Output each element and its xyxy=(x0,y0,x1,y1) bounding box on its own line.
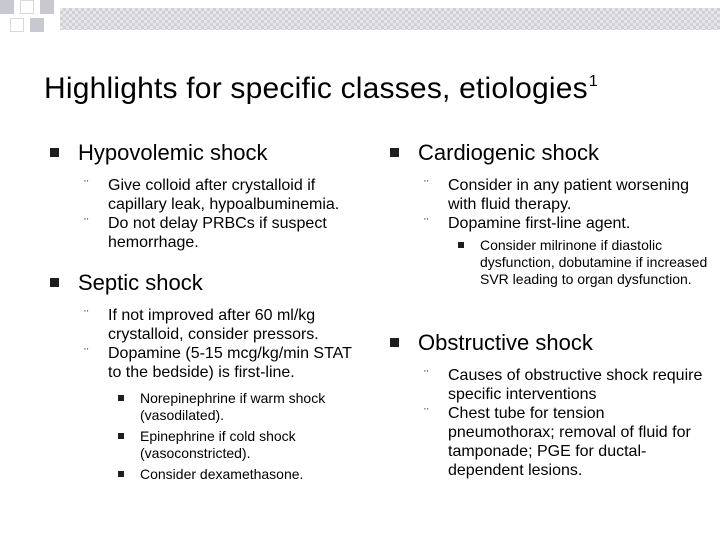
corner-square-2 xyxy=(20,0,34,14)
small-square-bullet-icon xyxy=(458,242,464,248)
hollow-square-bullet-icon: ¨ xyxy=(84,307,89,323)
hollow-square-bullet-icon: ¨ xyxy=(84,177,89,193)
sub-bullet xyxy=(48,306,368,344)
bullet-cardiogenic xyxy=(388,140,708,166)
third-level-bullet xyxy=(48,428,368,462)
sub-bullet xyxy=(48,344,368,382)
third-level-text: Consider dexamethasone. xyxy=(140,466,304,482)
small-square-bullet-icon xyxy=(118,395,124,401)
third-level-bullet xyxy=(48,390,368,424)
square-bullet-icon xyxy=(390,338,399,347)
decorative-top-band xyxy=(0,0,720,36)
sub-bullet xyxy=(388,404,708,480)
slide-title-text: Highlights for specific classes, etiologies xyxy=(44,72,588,105)
hollow-square-bullet-icon: ¨ xyxy=(424,405,429,421)
square-bullet-icon xyxy=(390,148,399,157)
sub-bullet xyxy=(388,176,708,214)
corner-square-5 xyxy=(30,18,44,32)
bullet-obstructive xyxy=(388,330,708,356)
sub-bullet-text: Give colloid after crystalloid if capillary leak, hypoalbuminemia. xyxy=(108,177,340,213)
sub-bullet-text: Dopamine first-line agent. xyxy=(448,215,631,232)
small-square-bullet-icon xyxy=(118,471,124,477)
sub-bullet xyxy=(48,214,368,252)
hollow-square-bullet-icon: ¨ xyxy=(424,367,429,383)
corner-square-1 xyxy=(0,0,14,14)
third-level-bullet xyxy=(388,237,708,288)
heading-septic: Septic shock xyxy=(78,270,203,295)
sub-bullet xyxy=(388,366,708,404)
right-column xyxy=(388,140,708,480)
hollow-square-bullet-icon: ¨ xyxy=(84,215,89,231)
left-column xyxy=(48,140,368,483)
square-bullet-icon xyxy=(50,278,59,287)
sub-bullet xyxy=(388,214,708,233)
third-level-bullet xyxy=(48,466,368,483)
sub-bullet xyxy=(48,176,368,214)
third-level-text: Epinephrine if cold shock (vasoconstricted). xyxy=(140,428,296,461)
hollow-square-bullet-icon: ¨ xyxy=(424,215,429,231)
checkered-bar xyxy=(60,8,720,30)
sub-bullet-text: Consider in any patient worsening with fluid therapy. xyxy=(448,177,690,213)
hollow-square-bullet-icon: ¨ xyxy=(84,345,89,361)
third-level-text: Norepinephrine if warm shock (vasodilated). xyxy=(140,390,326,423)
small-square-bullet-icon xyxy=(118,433,124,439)
bullet-septic xyxy=(48,270,368,296)
title-superscript: 1 xyxy=(588,73,598,90)
heading-obstructive: Obstructive shock xyxy=(418,330,593,355)
bullet-hypovolemic xyxy=(48,140,368,166)
slide-title xyxy=(44,72,704,106)
third-level-text: Consider milrinone if diastolic dysfunction, dobutamine if increased SVR leading to organ dysfunction. xyxy=(480,237,708,287)
heading-cardiogenic: Cardiogenic shock xyxy=(418,140,599,165)
square-bullet-icon xyxy=(50,148,59,157)
sub-bullet-text: Causes of obstructive shock require specific interventions xyxy=(448,367,703,403)
heading-hypovolemic: Hypovolemic shock xyxy=(78,140,268,165)
corner-square-4 xyxy=(10,18,24,32)
hollow-square-bullet-icon: ¨ xyxy=(424,177,429,193)
sub-bullet-text: Do not delay PRBCs if suspect hemorrhage. xyxy=(108,215,327,251)
sub-bullet-text: If not improved after 60 ml/kg crystalloid, consider pressors. xyxy=(108,307,319,343)
sub-bullet-text: Chest tube for tension pneumothorax; removal of fluid for tamponade; PGE for ductal-dependent lesions. xyxy=(448,405,691,479)
sub-bullet-text: Dopamine (5-15 mcg/kg/min STAT to the bedside) is first-line. xyxy=(108,345,352,381)
corner-square-3 xyxy=(40,0,54,14)
